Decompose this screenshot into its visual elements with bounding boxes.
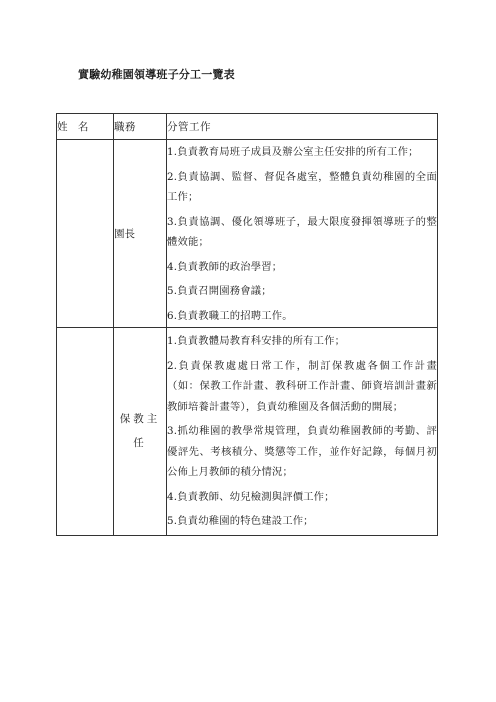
duty-item: 5.負責召開園務會議； (167, 285, 272, 297)
duty-item: 4.負責教師、幼兒檢測與評價工作； (167, 490, 335, 503)
duties-cell (167, 140, 438, 328)
duty-item: 2.負責保教處處日常工作，制訂保教處各個工作計畫（如：保教工作計畫、教科研工作計畫、師資培訓計畫新教師培養計畫等），負責幼稚園及各個活動的開展； (167, 359, 437, 413)
duty-item: 6.負責教職工的招聘工作。 (167, 309, 293, 322)
header-duties: 分管工作 (167, 114, 438, 140)
duty-item: 2.負責協調、監督、督促各處室，整體負責幼稚園的全面工作； (167, 170, 437, 203)
duty-item: 1.負責教體局教育科安排的所有工作； (167, 335, 346, 347)
name-cell (57, 140, 114, 328)
duty-item: 4.負責教師的政治學習； (167, 260, 283, 273)
header-position: 職務 (114, 114, 167, 140)
header-name: 姓 名 (57, 114, 114, 140)
table-row (57, 140, 438, 328)
duty-item: 5.負責幼稚園的特色建設工作； (167, 515, 314, 527)
division-of-work-table (56, 113, 438, 536)
position-cell: 保教主任 (114, 328, 167, 536)
table-header-row (57, 114, 438, 140)
duty-item: 3.負責協調、優化領導班子，最大限度發揮領導班子的整體效能； (167, 215, 437, 248)
position-cell: 園長 (114, 140, 167, 328)
duty-item: 1.負責教育局班子成員及辦公室主任安排的所有工作； (167, 146, 419, 158)
duty-item: 3.抓幼稚園的教學常規管理，負責幼稚園教師的考勤、評優評先、考核積分、獎懲等工作，並作好記錄，每個月初公佈上月教師的積分情況； (167, 425, 437, 478)
duties-cell (167, 328, 438, 536)
name-cell (57, 328, 114, 536)
document-title: 實驗幼稚園領導班子分工一覽表 (78, 68, 235, 81)
table-row (57, 328, 438, 536)
